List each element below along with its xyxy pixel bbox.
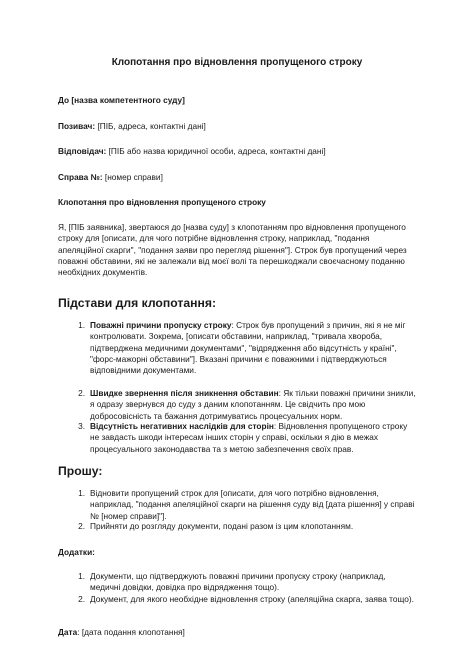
defendant-value: [ПІБ або назва юридичної особи, адреса, контактні дані] [106,146,326,156]
case-label: Справа №: [58,172,103,182]
list-item-title: Поважні причини пропуску строку [90,320,232,330]
court-address: До [назва компетентного суду] [58,95,185,105]
attachments-heading: Додатки: [58,547,95,557]
list-number: 1. [78,571,85,581]
case-line [58,172,414,184]
list-item-text: : Відновлення пропущеного строку не завдасть шкоди інтересам інших сторін у справі, оскільки я дію в межах процесуального законодавства та з метою забезпечення своїх прав. [90,421,408,454]
document-title: Клопотання про відновлення пропущеного строку [111,57,363,68]
list-item-text: : Як тільки поважні причини зникли, я одразу звернувся до суду з даним клопотанням. Це свідчить про мою добросовісність та бажання дотримуватись процесуальних норм. [90,388,416,421]
list-number: 2. [78,594,85,604]
list-number: 1. [78,320,85,330]
list-item-text: Прийняти до розгляду документи, подані разом із цим клопотанням. [90,521,354,531]
list-number: 2. [78,521,85,531]
list-item [78,488,416,522]
plaintiff-label: Позивач: [58,121,96,131]
list-number: 3. [78,421,85,431]
case-value: [номер справи] [102,172,163,182]
intro-paragraph: Я, [ПІБ заявника], звертаюся до [назва суду] з клопотанням про відновлення пропущеного строку для [описати, для чого потрібне відновлення строку, наприклад, "подання апеляційної скарги", "подання заяви про перегляд рішення"]. Строк був пропущений через поважні обставини, які не залежали від моєї волі та перешкоджали своєчасному поданню необхідних документів. [58,222,407,278]
date-line [58,627,414,639]
list-item-text: Документи, що підтверджують поважні причини пропуску строку (наприклад, медичні довідки, довідка про відрядження тощо). [90,571,386,593]
list-number: 2. [78,388,85,398]
list-item-title: Швидке звернення після зникнення обставин [90,388,279,398]
defendant-label: Відповідач: [58,146,107,156]
list-number: 1. [78,488,85,498]
list-item [78,421,416,455]
list-item-text: Відновити пропущений строк для [описати, для чого потрібно відновлення, наприклад, "подання апеляційної скарги на рішення суду від [дата рішення] у справі № [номер справи]"]. [90,488,415,521]
grounds-heading: Підстави для клопотання: [58,296,217,310]
list-item [78,388,416,422]
plaintiff-line [58,121,414,133]
document-subtitle: Клопотання про відновлення пропущеного строку [58,197,266,207]
list-item-text: Документ, для якого необхідне відновлення строку (апеляційна скарга, заява тощо). [90,594,414,604]
date-label: Дата [58,627,78,637]
defendant-line [58,146,414,158]
list-item [78,320,416,376]
date-value: : [дата подання клопотання] [77,627,185,637]
list-item [78,521,416,532]
list-item-text: : Строк був пропущений з причин, які я не міг контролювати. Зокрема, [описати обставини, наприклад, "тривала хвороба, підтверджена медичними документами", "відрядження або відсутність у країні", "форс-мажорні обставини"]. Вказані причини є поважними і підтверджуються відповідними документами. [90,320,406,376]
list-item [78,571,416,594]
request-heading: Прошу: [58,464,103,478]
list-item [78,594,416,605]
plaintiff-value: [ПІБ, адреса, контактні дані] [95,121,206,131]
list-item-title: Відсутність негативних наслідків для сторін [90,421,274,431]
